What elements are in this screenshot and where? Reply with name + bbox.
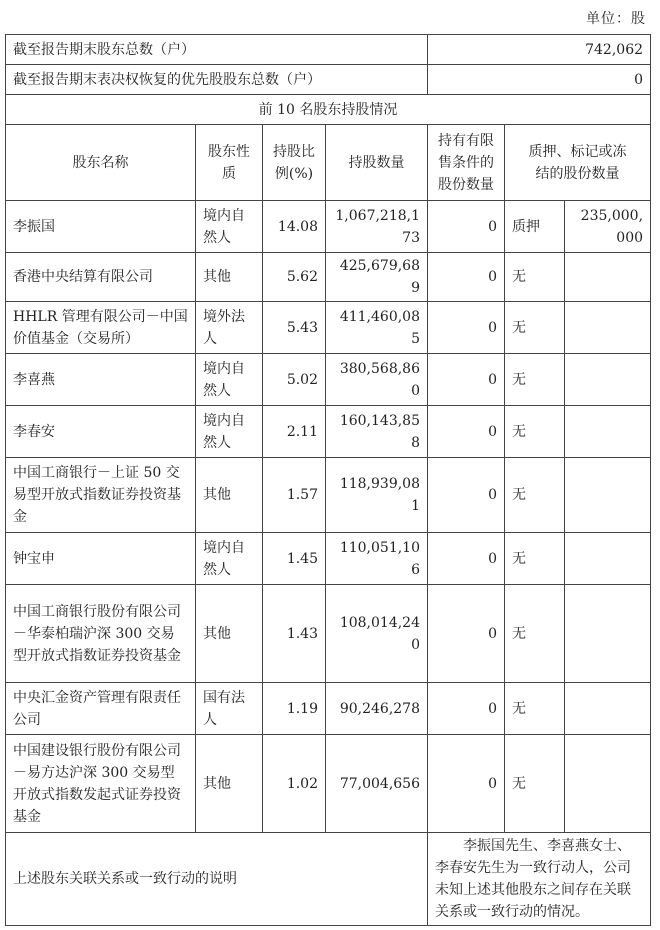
shareholder-nature: 境内自然人: [196, 354, 263, 406]
table-row: [6, 201, 651, 253]
pledge-quantity: [565, 253, 651, 302]
pledge-status: 无: [505, 253, 565, 302]
holding-ratio: 2.11: [263, 406, 326, 458]
section-title: 前 10 名股东持股情况: [6, 95, 651, 125]
shareholder-nature: 境内自然人: [196, 533, 263, 585]
pledge-status: 无: [505, 585, 565, 683]
summary-row-preferred: [6, 65, 651, 95]
header-name: 股东名称: [6, 125, 196, 201]
holding-ratio: 5.43: [263, 302, 326, 354]
table-row: [6, 406, 651, 458]
total-holders-label: 截至报告期末股东总数（户）: [6, 35, 428, 65]
shareholder-name: 中国建设银行股份有限公司－易方达沪深 300 交易型开放式指数发起式证券投资基金: [6, 735, 196, 833]
shareholder-name: 钟宝申: [6, 533, 196, 585]
shareholder-name: 香港中央结算有限公司: [6, 253, 196, 302]
holding-shares: 90,246,278: [326, 683, 428, 735]
shareholder-nature: 其他: [196, 735, 263, 833]
pledge-status: 无: [505, 406, 565, 458]
note-label: 上述股东关联关系或一致行动的说明: [6, 833, 428, 926]
total-holders-value: 742,062: [428, 35, 651, 65]
holding-ratio: 5.02: [263, 354, 326, 406]
restricted-shares: 0: [428, 302, 505, 354]
pledge-status: 无: [505, 354, 565, 406]
restricted-shares: 0: [428, 201, 505, 253]
shareholder-nature: 国有法人: [196, 683, 263, 735]
shareholder-name: 李春安: [6, 406, 196, 458]
pledge-status: 无: [505, 683, 565, 735]
shareholder-nature: 其他: [196, 458, 263, 533]
holding-shares: 160,143,858: [326, 406, 428, 458]
preferred-holders-label: 截至报告期末表决权恢复的优先股股东总数（户）: [6, 65, 428, 95]
holding-shares: 425,679,689: [326, 253, 428, 302]
preferred-holders-value: 0: [428, 65, 651, 95]
holding-ratio: 1.02: [263, 735, 326, 833]
table-row: [6, 253, 651, 302]
shareholder-nature: 其他: [196, 585, 263, 683]
header-pledge: 质押、标记或冻结的股份数量: [505, 125, 651, 201]
holding-ratio: 14.08: [263, 201, 326, 253]
shareholder-name: HHLR 管理有限公司－中国价值基金（交易所）: [6, 302, 196, 354]
pledge-status: 质押: [505, 201, 565, 253]
holding-shares: 380,568,860: [326, 354, 428, 406]
pledge-status: 无: [505, 302, 565, 354]
pledge-status: 无: [505, 533, 565, 585]
holding-ratio: 1.45: [263, 533, 326, 585]
note-text: 李振国先生、李喜燕女士、李春安先生为一致行动人，公司未知上述其他股东之间存在关联关系或一致行动的情况。: [428, 833, 651, 926]
table-row: [6, 735, 651, 833]
holding-shares: 411,460,085: [326, 302, 428, 354]
note-row: [6, 833, 651, 926]
table-row: [6, 533, 651, 585]
summary-row-total: [6, 35, 651, 65]
restricted-shares: 0: [428, 735, 505, 833]
table-row: [6, 458, 651, 533]
shareholder-name: 中国工商银行股份有限公司－华泰柏瑞沪深 300 交易型开放式指数证券投资基金: [6, 585, 196, 683]
shareholder-nature: 境外法人: [196, 302, 263, 354]
table-row: [6, 302, 651, 354]
restricted-shares: 0: [428, 253, 505, 302]
shareholder-nature: 其他: [196, 253, 263, 302]
pledge-quantity: [565, 533, 651, 585]
holding-shares: 118,939,081: [326, 458, 428, 533]
shareholder-name: 李喜燕: [6, 354, 196, 406]
header-shares: 持股数量: [326, 125, 428, 201]
pledge-status: 无: [505, 735, 565, 833]
holding-ratio: 1.43: [263, 585, 326, 683]
holding-ratio: 1.57: [263, 458, 326, 533]
pledge-status: 无: [505, 458, 565, 533]
header-restricted: 持有有限售条件的股份数量: [428, 125, 505, 201]
holding-shares: 110,051,106: [326, 533, 428, 585]
shareholder-name: 李振国: [6, 201, 196, 253]
pledge-quantity: [565, 302, 651, 354]
table-row: [6, 683, 651, 735]
section-title-row: [6, 95, 651, 125]
pledge-quantity: [565, 735, 651, 833]
restricted-shares: 0: [428, 354, 505, 406]
restricted-shares: 0: [428, 406, 505, 458]
holding-ratio: 5.62: [263, 253, 326, 302]
shareholder-table: [5, 34, 651, 926]
pledge-quantity: 235,000,000: [565, 201, 651, 253]
holding-shares: 77,004,656: [326, 735, 428, 833]
restricted-shares: 0: [428, 683, 505, 735]
pledge-quantity: [565, 585, 651, 683]
restricted-shares: 0: [428, 458, 505, 533]
shareholder-nature: 境内自然人: [196, 201, 263, 253]
header-nature: 股东性质: [196, 125, 263, 201]
holding-ratio: 1.19: [263, 683, 326, 735]
shareholder-name: 中国工商银行－上证 50 交易型开放式指数证券投资基金: [6, 458, 196, 533]
shareholder-name: 中央汇金资产管理有限责任公司: [6, 683, 196, 735]
pledge-quantity: [565, 458, 651, 533]
holding-shares: 108,014,240: [326, 585, 428, 683]
header-row: [6, 125, 651, 201]
shareholder-nature: 境内自然人: [196, 406, 263, 458]
table-row: [6, 354, 651, 406]
restricted-shares: 0: [428, 533, 505, 585]
header-ratio: 持股比例(%): [263, 125, 326, 201]
unit-label: 单位：股: [586, 11, 646, 27]
restricted-shares: 0: [428, 585, 505, 683]
pledge-quantity: [565, 406, 651, 458]
holding-shares: 1,067,218,173: [326, 201, 428, 253]
table-row: [6, 585, 651, 683]
pledge-quantity: [565, 354, 651, 406]
pledge-quantity: [565, 683, 651, 735]
